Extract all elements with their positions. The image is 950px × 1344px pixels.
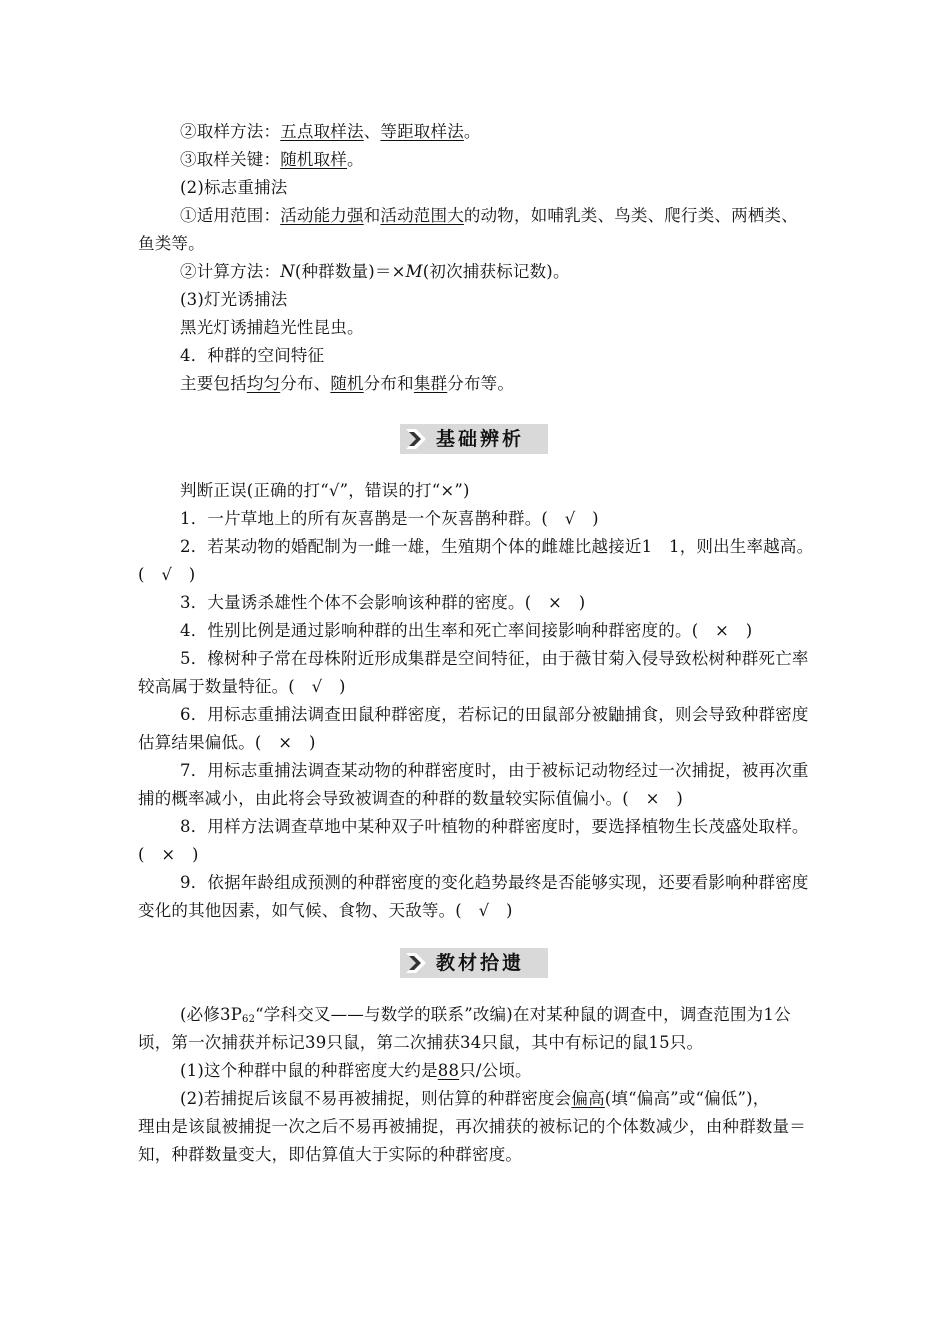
- light-trap-heading: (3)灯光诱捕法: [180, 290, 288, 309]
- answer-underlined: 等距取样法: [380, 122, 464, 141]
- question-1: 1．一片草地上的所有灰喜鹊是一个灰喜鹊种群。( √ ): [180, 509, 599, 528]
- chevron-right-icon: [404, 427, 428, 451]
- text: (1)这个种群中鼠的种群密度大约是: [180, 1061, 438, 1080]
- text: (填“偏高”或“偏低”)，: [604, 1089, 770, 1108]
- question-3: 3．大量诱杀雄性个体不会影响该种群的密度。( × ): [180, 593, 586, 612]
- text: 只/公顷。: [459, 1061, 532, 1080]
- mark-recapture-heading: (2)标志重捕法: [180, 178, 288, 197]
- question-2: 2．若某动物的婚配制为一雌一雄，生殖期个体的雌雄比越接近1 1，则出生率越高。: [180, 537, 814, 556]
- question-5-cont: 较高属于数量特征。( √ ): [138, 677, 346, 696]
- text: 。: [463, 122, 481, 141]
- answer-underlined: 88: [437, 1061, 460, 1080]
- section-banner-textbook: [400, 948, 548, 978]
- text: 分布、: [280, 374, 331, 393]
- answer-underlined: 随机: [330, 374, 364, 393]
- question-9-cont: 变化的其他因素，如气候、食物、天敌等。( √ ): [138, 901, 513, 920]
- text: (初次捕获标记数)。: [422, 262, 570, 281]
- subquestion-2: [180, 1085, 820, 1113]
- question-7: 7．用标志重捕法调查某动物的种群密度时，由于被标记动物经过一次捕捉，被再次重: [180, 761, 809, 780]
- text: 和: [363, 206, 381, 225]
- question-6-cont: 估算结果偏低。( × ): [138, 733, 316, 752]
- calculation-method-line: [180, 258, 820, 286]
- subquestion-2-reason-cont: 知，种群数量变大，即估算值大于实际的种群密度。: [138, 1145, 523, 1164]
- answer-underlined: 活动能力强: [280, 206, 364, 225]
- question-8: 8．用样方法调查草地中某种双子叶植物的种群密度时，要选择植物生长茂盛处取样。: [180, 817, 809, 836]
- spatial-feature-heading: 4．种群的空间特征: [180, 346, 325, 365]
- text: 。: [347, 150, 364, 169]
- text: 分布等。: [447, 374, 515, 393]
- answer-underlined: 偏高: [571, 1089, 605, 1108]
- question-5: 5．橡树种子常在母株附近形成集群是空间特征，由于薇甘菊入侵导致松树种群死亡率: [180, 649, 809, 668]
- text: 分布和: [363, 374, 414, 393]
- section-banner-basic: [400, 424, 548, 454]
- text: ③取样关键：: [180, 150, 281, 169]
- subquestion-1: [180, 1057, 820, 1085]
- answer-underlined: 均匀: [246, 374, 281, 393]
- text: ①适用范围：: [180, 206, 281, 225]
- applicable-scope-cont: 鱼类等。: [138, 234, 205, 253]
- banner-title: 基础辨析: [436, 428, 525, 450]
- light-trap-text: 黑光灯诱捕趋光性昆虫。: [180, 318, 364, 337]
- answer-underlined: 五点取样法: [280, 122, 364, 141]
- text: ②计算方法：: [180, 262, 281, 281]
- question-7-cont: 捕的概率减小，由此将会导致被调查的种群的数量较实际值偏小。( × ): [138, 789, 683, 808]
- question-6: 6．用标志重捕法调查田鼠种群密度，若标记的田鼠部分被鼬捕食，则会导致种群密度: [180, 705, 809, 724]
- text: ②取样方法：: [180, 122, 281, 141]
- question-9: 9．依据年龄组成预测的种群密度的变化趋势最终是否能够实现，还要看影响种群密度: [180, 873, 809, 892]
- text: (2)若捕捉后该鼠不易再被捕捉，则估算的种群密度会: [180, 1089, 572, 1108]
- judge-intro: 判断正误(正确的打“√”，错误的打“×”): [180, 481, 470, 500]
- text: 的动物，如哺乳类、鸟类、爬行类、两栖类、: [463, 206, 798, 225]
- sampling-method-line: [180, 118, 820, 146]
- spatial-feature-line: [180, 370, 820, 398]
- problem-intro-cont: 顷，第一次捕获并标记39只鼠，第二次捕获34只鼠，其中有标记的鼠15只。: [138, 1033, 704, 1052]
- text: (种群数量)＝×: [294, 262, 406, 281]
- subquestion-2-reason: 理由是该鼠被捕捉一次之后不易再被捕捉，再次捕获的被标记的个体数减少，由种群数量＝: [138, 1117, 806, 1136]
- question-8-cont: ( × ): [138, 845, 199, 864]
- text: 主要包括: [180, 374, 247, 393]
- text: (必修3P: [180, 1005, 243, 1024]
- page-subscript: 62: [242, 1014, 256, 1025]
- question-2-cont: ( √ ): [138, 565, 196, 584]
- answer-underlined: 活动范围大: [380, 206, 464, 225]
- answer-underlined: 集群: [413, 374, 448, 393]
- variable-m: M: [405, 262, 423, 281]
- banner-title: 教材拾遗: [436, 952, 525, 974]
- chevron-right-icon: [404, 951, 428, 975]
- applicable-scope-line: [180, 202, 820, 230]
- text: 、: [363, 122, 381, 141]
- question-4: 4．性别比例是通过影响种群的出生率和死亡率间接影响种群密度的。( × ): [180, 621, 753, 640]
- sampling-key-line: [180, 146, 820, 174]
- answer-underlined: 随机取样: [280, 150, 348, 169]
- variable-n: N: [280, 262, 295, 281]
- text: “学科交叉——与数学的联系”改编)在对某种鼠的调查中，调查范围为1公: [255, 1005, 791, 1024]
